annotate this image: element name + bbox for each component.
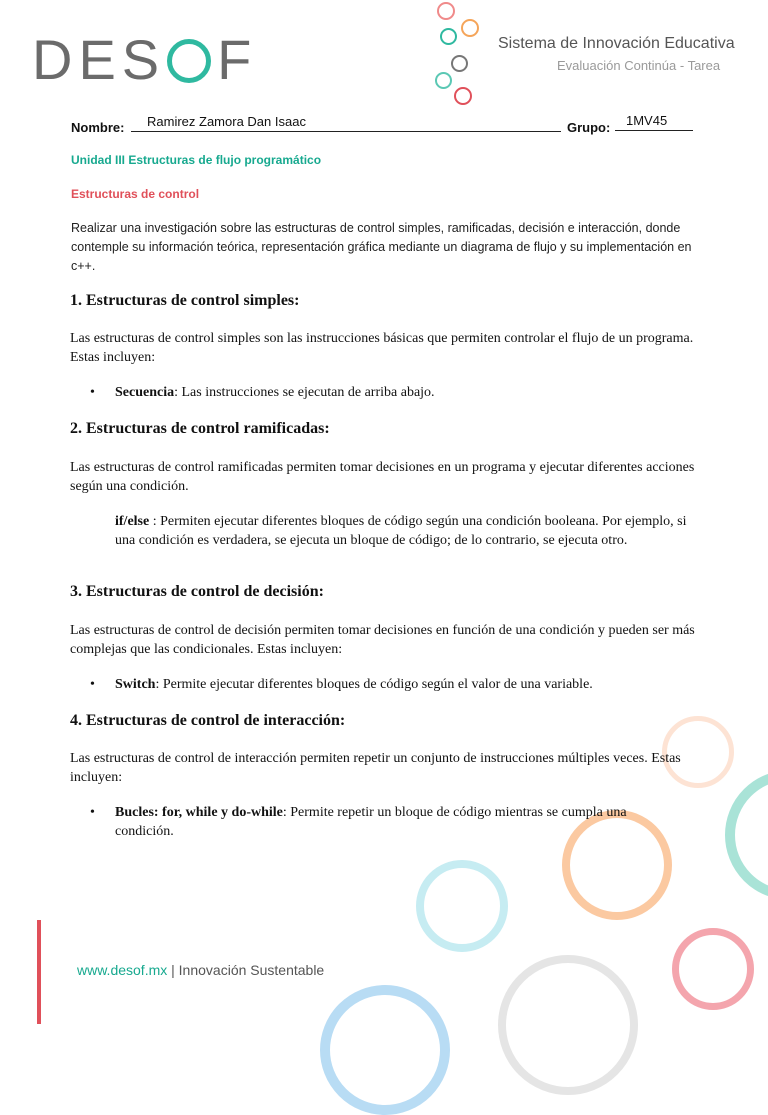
intro-paragraph: Realizar una investigación sobre las estructuras de control simples, ramificadas, decisión e interacción, donde contemple su información teórica, representación gráfica mediante un diagrama de flujo y su implementación en c++.	[71, 221, 692, 273]
header-subtitle: Evaluación Continúa - Tarea	[557, 58, 721, 73]
section-heading-4: 4. Estructuras de control de interacción:	[70, 712, 346, 729]
header-ring-coral-top	[437, 2, 455, 20]
name-underline	[131, 131, 561, 132]
footer-tagline: Innovación Sustentable	[178, 962, 325, 978]
section-paragraph-3: Las estructuras de control de decisión permiten tomar decisiones en función de una condición y pueden ser más complejas que las condicionales. Estas incluyen:	[70, 623, 695, 657]
section-heading-2: 2. Estructuras de control ramificadas:	[70, 420, 330, 437]
desof-logo: DES F	[32, 28, 258, 91]
deco-ring-gray	[498, 955, 638, 1095]
group-value: 1MV45	[626, 113, 668, 128]
footer-separator: |	[167, 962, 179, 978]
name-value: Ramirez Zamora Dan Isaac	[147, 114, 306, 129]
section-paragraph-4: Las estructuras de control de interacción permiten repetir un conjunto de instrucciones múltiples veces. Estas incluyen:	[70, 751, 681, 785]
name-label: Nombre:	[71, 120, 125, 135]
list-item-term: Bucles: for, while y do-while	[115, 805, 283, 820]
list-item-term: if/else	[115, 514, 150, 529]
section-subtitle: Estructuras de control	[71, 187, 200, 201]
section-heading-1: 1. Estructuras de control simples:	[70, 292, 300, 309]
list-item-term: Secuencia	[115, 385, 175, 400]
section-paragraph-2: Las estructuras de control ramificadas permiten tomar decisiones en un programa y ejecutar diferentes acciones según una condición.	[70, 460, 695, 494]
list-item-text: : Permite repetir un bloque de código mientras se cumpla una condición.	[115, 805, 627, 839]
section-heading-3: 3. Estructuras de control de decisión:	[70, 583, 324, 600]
deco-ring-lightblue	[416, 860, 508, 952]
list-item	[90, 675, 690, 694]
list-item-text: : Permite ejecutar diferentes bloques de código según el valor de una variable.	[155, 677, 593, 692]
footer-accent-bar	[37, 920, 41, 1024]
footer-url[interactable]: www.desof.mx	[77, 962, 168, 978]
list-item	[90, 512, 690, 550]
logo-o-ring	[167, 39, 211, 83]
footer	[77, 962, 324, 978]
header-title: Sistema de Innovación Educativa	[498, 35, 735, 52]
header-ring-orange	[461, 19, 479, 37]
group-underline	[615, 130, 693, 131]
deco-ring-pink	[672, 928, 754, 1010]
header-ring-teal-small	[435, 72, 452, 89]
bullet-dot: •	[90, 677, 95, 692]
group-label: Grupo:	[567, 120, 611, 135]
header-ring-coral-bottom	[454, 87, 472, 105]
deco-ring-blue	[320, 985, 450, 1115]
header-ring-teal	[440, 28, 457, 45]
section-paragraph-1: Las estructuras de control simples son las instrucciones básicas que permiten controlar el flujo de un programa. Estas incluyen:	[70, 331, 694, 365]
list-item-text: : Las instrucciones se ejecutan de arriba abajo.	[174, 385, 435, 400]
bullet-dot: •	[90, 805, 95, 820]
header-ring-gray	[451, 55, 468, 72]
list-item-term: Switch	[115, 677, 156, 692]
list-item-text: : Permiten ejecutar diferentes bloques de código según una condición booleana. Por ejemplo, si una condición es verdadera, se ejecuta un bloque de código; de lo contrario, se ejecuta otro.	[115, 514, 687, 548]
unit-title: Unidad III Estructuras de flujo programático	[71, 153, 322, 167]
list-item	[90, 383, 690, 402]
bullet-dot: •	[90, 385, 95, 400]
deco-ring-teal-large	[725, 770, 768, 900]
list-item	[90, 803, 660, 841]
